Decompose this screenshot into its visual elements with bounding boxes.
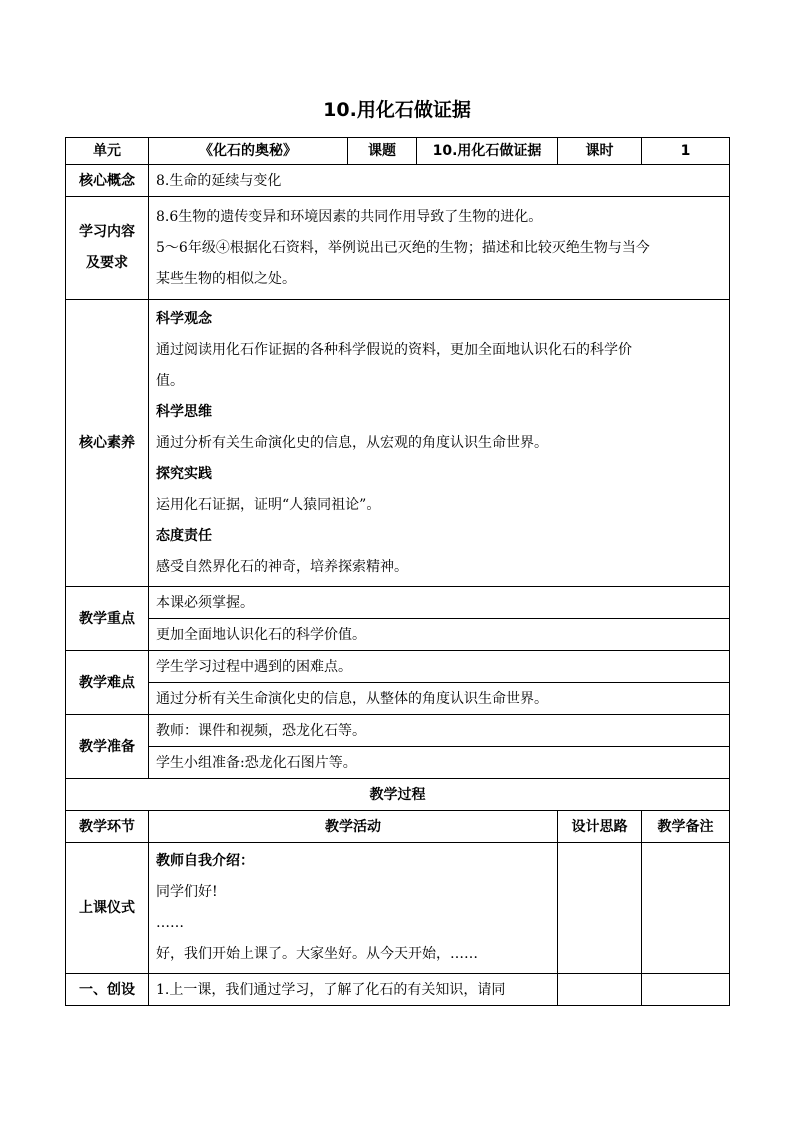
section1-row bbox=[66, 974, 730, 1006]
literacy-heading-concept: 科学观念 bbox=[156, 310, 212, 327]
literacy-text-attitude: 感受自然界化石的神奇，培养探索精神。 bbox=[156, 558, 408, 575]
key-points-text-2: 更加全面地认识化石的科学价值。 bbox=[149, 619, 730, 651]
key-points-text-1: 本课必须掌握。 bbox=[149, 587, 730, 619]
section1-label: 一、创设 bbox=[66, 974, 149, 1006]
ceremony-notes-cell bbox=[642, 843, 730, 974]
literacy-text-concept-a: 通过阅读用化石作证据的各种科学假说的资料，更加全面地认识化石的科学价 bbox=[156, 341, 632, 358]
section1-design-cell bbox=[558, 974, 642, 1006]
preparation-text-1: 教师：课件和视频，恐龙化石等。 bbox=[149, 715, 730, 747]
preparation-label: 教学准备 bbox=[66, 715, 149, 779]
preparation-text-2: 学生小组准备:恐龙化石图片等。 bbox=[149, 747, 730, 779]
section1-notes-cell bbox=[642, 974, 730, 1006]
literacy-heading-thinking: 科学思维 bbox=[156, 403, 212, 420]
literacy-content bbox=[149, 300, 730, 587]
lesson-plan-table bbox=[65, 137, 730, 1006]
learning-content bbox=[149, 197, 730, 300]
ceremony-line2: …… bbox=[156, 915, 184, 931]
header-row bbox=[66, 138, 730, 165]
ceremony-row bbox=[66, 843, 730, 974]
process-col-stage: 教学环节 bbox=[66, 811, 149, 843]
learning-label bbox=[66, 197, 149, 300]
process-title: 教学过程 bbox=[66, 779, 730, 811]
literacy-text-thinking: 通过分析有关生命演化史的信息，从宏观的角度认识生命世界。 bbox=[156, 434, 548, 451]
difficulties-row-2 bbox=[66, 683, 730, 715]
key-points-row-2 bbox=[66, 619, 730, 651]
difficulties-text-1: 学生学习过程中遇到的困难点。 bbox=[149, 651, 730, 683]
difficulties-row-1 bbox=[66, 651, 730, 683]
preparation-row-2 bbox=[66, 747, 730, 779]
hours-label: 课时 bbox=[558, 138, 642, 165]
process-title-row bbox=[66, 779, 730, 811]
ceremony-content bbox=[149, 843, 558, 974]
learning-row bbox=[66, 197, 730, 300]
learning-line3: 某些生物的相似之处。 bbox=[156, 270, 296, 287]
difficulties-label: 教学难点 bbox=[66, 651, 149, 715]
learning-line2: 5～6年级④根据化石资料，举例说出已灭绝的生物；描述和比较灭绝生物与当今 bbox=[156, 239, 650, 256]
learning-label-line2: 及要求 bbox=[86, 255, 128, 271]
core-concept-value: 8.生命的延续与变化 bbox=[149, 165, 730, 197]
document-title: 10.用化石做证据 bbox=[323, 99, 471, 121]
unit-label: 单元 bbox=[66, 138, 149, 165]
process-col-notes: 教学备注 bbox=[642, 811, 730, 843]
unit-value: 《化石的奥秘》 bbox=[149, 138, 348, 165]
literacy-text-practice: 运用化石证据，证明“人猿同祖论”。 bbox=[156, 496, 381, 513]
topic-label: 课题 bbox=[348, 138, 417, 165]
learning-label-line1: 学习内容 bbox=[79, 224, 135, 240]
literacy-heading-practice: 探究实践 bbox=[156, 465, 212, 482]
ceremony-design-cell bbox=[558, 843, 642, 974]
core-concept-label: 核心概念 bbox=[66, 165, 149, 197]
process-col-design: 设计思路 bbox=[558, 811, 642, 843]
literacy-heading-attitude: 态度责任 bbox=[156, 527, 212, 544]
difficulties-text-2: 通过分析有关生命演化史的信息，从整体的角度认识生命世界。 bbox=[149, 683, 730, 715]
key-points-label: 教学重点 bbox=[66, 587, 149, 651]
section1-text: 1.上一课，我们通过学习，了解了化石的有关知识，请同 bbox=[149, 974, 558, 1006]
key-points-row-1 bbox=[66, 587, 730, 619]
topic-value: 10.用化石做证据 bbox=[417, 138, 558, 165]
process-col-activity: 教学活动 bbox=[149, 811, 558, 843]
core-concept-row bbox=[66, 165, 730, 197]
ceremony-label: 上课仪式 bbox=[66, 843, 149, 974]
process-header-row bbox=[66, 811, 730, 843]
ceremony-line1: 同学们好! bbox=[156, 884, 218, 900]
literacy-row bbox=[66, 300, 730, 587]
ceremony-line3: 好，我们开始上课了。大家坐好。从今天开始，…… bbox=[156, 946, 478, 962]
preparation-row-1 bbox=[66, 715, 730, 747]
hours-value: 1 bbox=[642, 138, 730, 165]
learning-line1: 8.6生物的遗传变异和环境因素的共同作用导致了生物的进化。 bbox=[156, 208, 543, 225]
literacy-label: 核心素养 bbox=[66, 300, 149, 587]
literacy-text-concept-b: 值。 bbox=[156, 372, 184, 389]
ceremony-heading: 教师自我介绍： bbox=[156, 853, 254, 869]
